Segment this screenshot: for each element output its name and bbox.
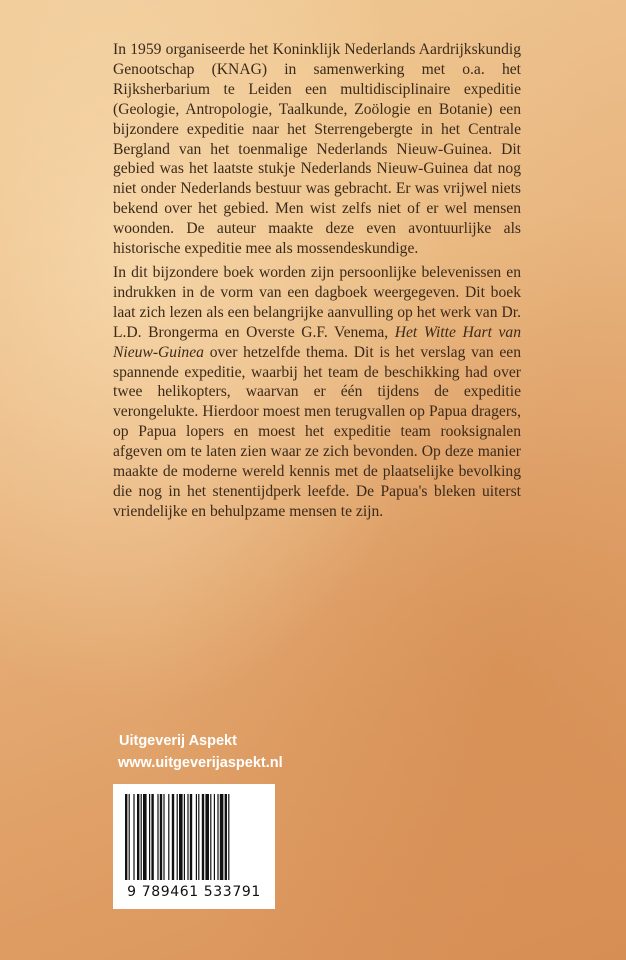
barcode-bar <box>190 794 192 880</box>
barcode-bar <box>137 794 139 880</box>
publisher-name: Uitgeverij Aspekt <box>119 733 237 749</box>
blurb-paragraph-2 <box>113 263 521 522</box>
barcode-bar <box>133 794 134 880</box>
barcode-bar <box>179 794 183 880</box>
barcode-bar <box>151 794 153 880</box>
isbn-barcode <box>113 784 275 909</box>
blurb-paragraph-2-text: In dit bijzondere boek worden zijn persoonlijke belevenissen en indrukken in de vorm van een dagboek weergegeven. Dit boek laat zich lezen als een belangrijke aanvulling op het werk van Dr. L.D. Brongerma en Overste G.F. Venema, <box>113 263 521 341</box>
barcode-bar <box>184 794 185 880</box>
blurb-paragraph-2-continuation: over hetzelfde thema. Dit is het verslag van een spannende expeditie, waarbij het team de beschikking had over twee helikopters, waarvan er één tijdens de expeditie verongelukte. Hierdoor moest men terugvallen op Papua dragers, op Papua lopers en moest het expeditie team rooksignalen afgeven om te laten zien waar ze zich bevonden. Op deze manier maakte de moderne wereld kennis met de plaatselijke bevolking die nog in het stenentijdperk leefde. De Papua's bleken uiterst vriendelijke en behulpzame mensen te zijn. <box>113 343 521 520</box>
barcode-bar <box>187 794 188 880</box>
barcode-bar <box>205 794 209 880</box>
barcode-bar <box>210 794 211 880</box>
barcode-bar <box>163 794 164 880</box>
barcode-bar <box>168 794 169 880</box>
barcode-bar <box>143 794 147 880</box>
barcode-bar <box>177 794 178 880</box>
publisher-block <box>118 730 283 774</box>
barcode-bar <box>157 794 158 880</box>
referenced-book-title: Het Witte Hart van Nieuw-Guinea <box>113 323 522 361</box>
barcode-bar <box>228 794 229 880</box>
blurb-paragraph-1: In 1959 organiseerde het Koninklijk Nederlands Aardrijkskundig Genootschap (KNAG) in samenwerking met o.a. het Rijksherbarium te Leiden een multidisciplinaire expeditie (Geologie, Antropologie, Taalkunde, Zoölogie en Botanie) een bijzondere expeditie naar het Sterrengebergte in het Centrale Bergland van het toenmalige Nederlands Nieuw-Guinea. Dit gebied was het laatste stukje Nederlands Nieuw-Guinea dat nog niet onder Nederlands bestuur was gebracht. Er was vrijwel niets bekend over het gebied. Men wist zelfs niet of er wel mensen woonden. De auteur maakte deze even avontuurlijke als historische expeditie mee als mossendeskundige. <box>113 41 521 258</box>
barcode-bar <box>172 794 174 880</box>
barcode-bar <box>214 794 215 880</box>
barcode-bar <box>220 794 224 880</box>
back-cover-blurb <box>113 40 521 522</box>
barcode-bar <box>202 794 204 880</box>
barcode-bar <box>217 794 218 880</box>
isbn-number: 9 789461 533791 <box>127 884 261 900</box>
barcode-bar <box>149 794 150 880</box>
barcode-bar <box>125 794 127 880</box>
barcode-bar <box>160 794 162 880</box>
barcode-bar <box>198 794 199 880</box>
barcode-bar <box>196 794 197 880</box>
publisher-url: www.uitgeverijaspekt.nl <box>118 755 283 771</box>
barcode-bar <box>141 794 142 880</box>
barcode-bar <box>129 794 130 880</box>
barcode-bar <box>225 794 227 880</box>
